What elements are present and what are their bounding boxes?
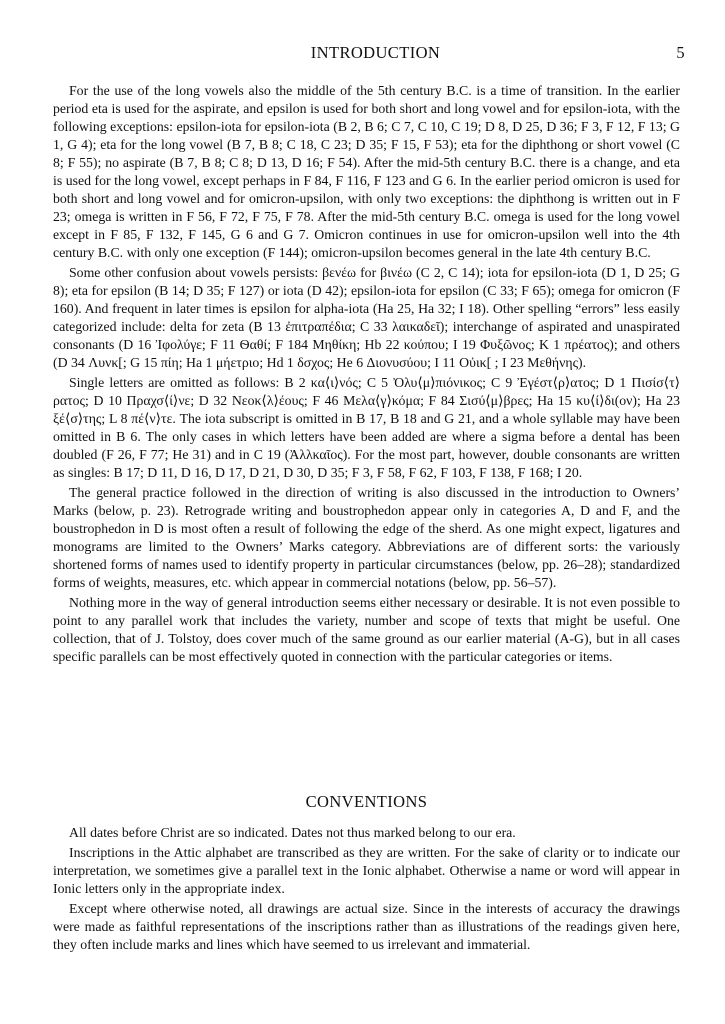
paragraph-closing-remarks: Nothing more in the way of general introduction seems either necessary or desirable. It is not even possible to point to any parallel work that includes the variety, number and scope of texts that might be useful. One collection, that of J. Tolstoy, does cover much of the same ground as our earlier material (A-G), but in all cases specific parallels can be most effectively quoted in connection with the particular categories or items. xyxy=(53,595,680,664)
paragraph-drawings: Except where otherwise noted, all drawings are actual size. Since in the interests of accuracy the drawings were made as faithful representations of the inscriptions rather than as illustrations of the readings given here, they often include marks and lines which have seemed to us irrelevant and immaterial. xyxy=(53,901,680,952)
paragraph-writing-direction: The general practice followed in the direction of writing is also discussed in the introduction to Owners’ Marks (below, p. 23). Retrograde writing and boustrophedon appear only in categories A, D and F, and the boustrophedon in D is most often a result of following the edge of the sherd. As one might expect, ligatures and monograms are limited to the Owners’ Marks category. Abbreviations are of different sorts: the variously shortened forms of names used to identify property in particular circumstances (below, pp. 26–28); standardized forms of weights, measures, etc. which appear in commercial notations (below, pp. 56–57). xyxy=(53,485,680,590)
running-head xyxy=(66,43,685,65)
section-heading-conventions: CONVENTIONS xyxy=(305,792,428,811)
page-number: 5 xyxy=(676,43,685,62)
paragraph-omitted-letters: Single letters are omitted as follows: B 2 κα⟨ι⟩νός; C 5 Ὀλυ⟨μ⟩πιόνικος; C 9 Ἐγέστ⟨ρ⟩ατος; D 1 Πισίσ⟨τ⟩ρατος; D 10 Πραχσ⟨ί⟩νε; D 32 Νεοκ⟨λ⟩έους; F 46 Μελα⟨γ⟩κόμα; F 84 Σισύ⟨μ⟩βρες; Ha 15 κυ⟨ί⟩δι(ον); Ha 23 ξέ⟨σ⟩της; L 8 πέ⟨ν⟩τε. The iota subscript is omitted in B 17, B 18 and G 21, and a whole syllable may have been omitted in B 6. The only cases in which letters have been added are where a sigma before a dental has been doubled (F 26, F 77; He 31) and in C 19 (Ἀλλκαῖος). For the most part, however, double consonants are written as singles: B 17; D 11, D 16, D 17, D 21, D 30, D 35; F 3, F 58, F 62, F 103, F 138, F 168; I 20. xyxy=(53,375,680,480)
paragraph-long-vowels: For the use of the long vowels also the middle of the 5th century B.C. is a time of transition. In the earlier period eta is used for the aspirate, and epsilon is used for both short and long vowel and for epsilon-iota, with the following exceptions: epsilon-iota for epsilon-iota (B 2, B 6; C 7, C 10, C 19; D 8, D 25, D 36; F 3, F 12, F 13; G 1, G 4); eta for the long vowel (B 7, B 8; C 18, C 23; D 35; F 15, F 53); eta for the diphthong or short vowel (C 8; F 55); no aspirate (B 7, B 8; C 8; D 13, D 16; F 54). After the mid-5th century B.C. there is a change, and eta is used for the long vowel, except perhaps in F 84, F 116, F 123 and G 6. In the earlier period omicron is used for both short and long vowel and for omicron-upsilon, with only two exceptions: the diphthong is written out in F 23; omega is written in F 56, F 72, F 75, F 78. After the mid-5th century B.C. omega is used for the long vowel except in F 85, F 132, F 145, G 6 and G 7. Omicron continues in use for omicron-upsilon well into the 4th century B.C. with only one exception (F 144); omicron-upsilon becomes general in the late 4th century B.C. xyxy=(53,83,680,260)
paragraph-transcription: Inscriptions in the Attic alphabet are transcribed as they are written. For the sake of clarity or to indicate our interpretation, we sometimes give a parallel text in the Ionic alphabet. Otherwise a name or word will appear in Ionic letters only in the appropriate index. xyxy=(53,845,680,896)
paragraph-dates: All dates before Christ are so indicated. Dates not thus marked belong to our era. xyxy=(69,825,516,840)
introduction-body xyxy=(53,82,680,668)
paragraph-vowel-confusion: Some other confusion about vowels persists: βενέω for βινέω (C 2, C 14); iota for epsilon-iota (D 1, D 25; G 8); eta for epsilon (B 14; D 35; F 127) or iota (D 42); epsilon-iota for epsilon (C 33; F 65); omega for omicron (F 160). And frequent in later times is epsilon for alpha-iota (Ha 25, Ha 32; I 18). Other spelling “errors” less easily categorized include: delta for zeta (B 13 ἐπιτραπέδια; C 33 λαικαδεῖ); interchange of aspirated and unaspirated consonants (D 16 Ἰφολύγε; F 11 Ѳαθί; F 184 Μηθίκη; Hb 22 κούπου; I 19 Φυξῶνος; K 1 πρέατος); and others (D 34 Λυνκ[; G 15 πίη; Ha 1 μήετριο; Hd 1 δσχος; He 6 Διονυσύου; I 11 Οὐικ[ ; I 23 Μεθήνης). xyxy=(53,265,680,370)
running-head-title: INTRODUCTION xyxy=(310,43,441,62)
conventions-body xyxy=(53,824,680,956)
